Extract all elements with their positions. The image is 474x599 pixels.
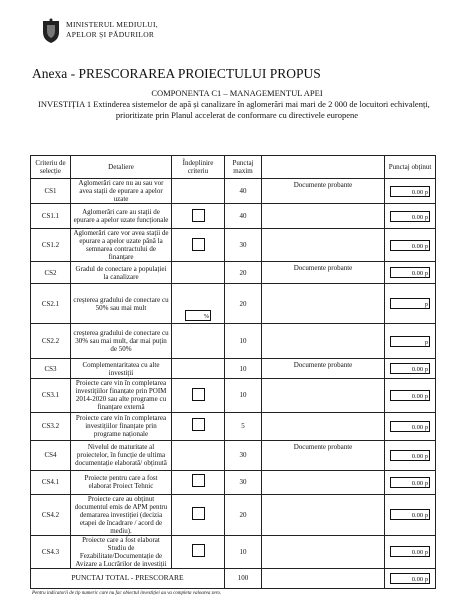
criterion-checkbox[interactable] — [192, 418, 205, 431]
criterion-code: CS4.1 — [31, 470, 71, 494]
table-row — [31, 535, 436, 568]
criterion-code: CS3.2 — [31, 412, 71, 440]
max-score: 30 — [225, 229, 262, 262]
table-row — [31, 262, 436, 284]
obtained-score-field[interactable]: 0.00 p — [390, 477, 430, 488]
criterion-checkbox[interactable] — [192, 474, 205, 487]
criterion-detail: Aglomerări care vor avea stații de epurare a apelor uzate până la semnarea contractului de finanțare — [71, 229, 172, 262]
supporting-documents — [262, 379, 385, 412]
obtained-score-field[interactable]: 0.00 p — [390, 509, 430, 520]
table-row — [31, 179, 436, 204]
max-score: 20 — [225, 494, 262, 535]
supporting-documents — [262, 284, 385, 324]
criterion-code: CS1.1 — [31, 204, 71, 229]
supporting-documents: Documente probante — [262, 440, 385, 470]
criterion-code: CS1 — [31, 179, 71, 204]
obtained-score-field[interactable]: 0.00 p — [390, 390, 430, 401]
table-row — [31, 229, 436, 262]
ministry-name-line2: APELOR ȘI PĂDURILOR — [66, 30, 155, 39]
max-score: 10 — [225, 324, 262, 359]
table-row — [31, 359, 436, 379]
obtained-score-field[interactable]: p — [390, 336, 430, 347]
header-punctaj-maxim: Punctaj maxim — [225, 156, 262, 179]
total-row — [31, 568, 436, 588]
criterion-checkbox[interactable] — [192, 388, 205, 401]
criterion-code: CS2.1 — [31, 284, 71, 324]
obtained-score-field[interactable]: 0.00 p — [390, 421, 430, 432]
criterion-checkbox[interactable] — [192, 238, 205, 251]
obtained-score-field[interactable]: 0.00 p — [390, 450, 430, 461]
header-indeplinire: Îndeplinire criteriu — [172, 156, 225, 179]
table-row — [31, 470, 436, 494]
supporting-documents — [262, 494, 385, 535]
component-title: COMPONENTA C1 – MANAGEMENTUL APEI — [151, 88, 323, 98]
criterion-code: CS4.2 — [31, 494, 71, 535]
header-detaliere: Detaliere — [71, 156, 172, 179]
criterion-detail: Proiecte pentru care a fost elaborat Proiect Tehnic — [71, 470, 172, 494]
table-row — [31, 284, 436, 324]
max-score: 20 — [225, 284, 262, 324]
criterion-detail: Proiecte care au obținut documentul emis de APM pentru demararea investiției (decizia etapei de încadrare / acord de mediu). — [71, 494, 172, 535]
page-title: Anexa - PRESCORAREA PROIECTULUI PROPUS — [32, 66, 321, 81]
header-punctaj-obtinut: Punctaj obținut — [385, 156, 436, 179]
criterion-checkbox[interactable] — [192, 209, 205, 222]
criterion-detail: Proiecte care a fost elaborat Studiu de Fezabilitate/Documentație de Avizare a Lucrărilor de investiții — [71, 535, 172, 568]
criterion-checkbox[interactable] — [192, 544, 205, 557]
obtained-score-field[interactable]: 0.00 p — [390, 186, 430, 197]
table-row — [31, 379, 436, 412]
max-score: 20 — [225, 262, 262, 284]
max-score: 10 — [225, 359, 262, 379]
criterion-detail: creșterea gradului de conectare cu 50% sau mai mult — [71, 284, 172, 324]
prescoring-table — [30, 155, 436, 589]
criterion-detail: Complementaritatea cu alte investiții — [71, 359, 172, 379]
total-max: 100 — [225, 568, 262, 588]
total-score-field[interactable]: 0.00 p — [390, 573, 430, 584]
obtained-score-field[interactable]: 0.00 p — [390, 546, 430, 557]
table-row — [31, 324, 436, 359]
supporting-documents — [262, 229, 385, 262]
criterion-code: CS3 — [31, 359, 71, 379]
criterion-code: CS2 — [31, 262, 71, 284]
criterion-detail: Aglomerări care nu au sau vor avea stații de epurare a apelor uzate — [71, 179, 172, 204]
coat-of-arms-icon — [40, 18, 62, 44]
max-score: 10 — [225, 535, 262, 568]
supporting-documents: Documente probante — [262, 359, 385, 379]
investment-title-line2: prioritizate prin Planul accelerat de conformare cu directivele europene — [115, 110, 359, 120]
table-row — [31, 494, 436, 535]
table-row — [31, 440, 436, 470]
obtained-score-field[interactable]: p — [390, 298, 430, 309]
total-label: PUNCTAJ TOTAL - PRESCORARE — [31, 568, 225, 588]
supporting-documents: Documente probante — [262, 262, 385, 284]
investment-title-line1: INVESTIȚIA 1 Extinderea sistemelor de apă și canalizare în aglomerări mai mari de 2 000 de locuitori echivalenți, — [38, 99, 430, 109]
criterion-code: CS3.1 — [31, 379, 71, 412]
criterion-detail: Aglomerări care au stații de epurare a apelor uzate funcționale — [71, 204, 172, 229]
supporting-documents — [262, 535, 385, 568]
criterion-code: CS1.2 — [31, 229, 71, 262]
footnote: Pentru indicatorii de tip numeric care nu fac obiectul investiției au va completa valoarea zero. — [32, 591, 222, 596]
percent-input[interactable]: % — [185, 310, 211, 321]
criterion-checkbox[interactable] — [192, 507, 205, 520]
header-documente — [262, 156, 385, 179]
criterion-detail: creșterea gradului de conectare cu 30% sau mai mult, dar mai puțin de 50% — [71, 324, 172, 359]
criterion-detail: Proiecte care vin în completarea investițiilor finanțate prin programe naționale — [71, 412, 172, 440]
obtained-score-field[interactable]: 0.00 p — [390, 363, 430, 374]
supporting-documents — [262, 412, 385, 440]
header-criteriu: Criteriu de selecție — [31, 156, 71, 179]
max-score: 5 — [225, 412, 262, 440]
max-score: 40 — [225, 204, 262, 229]
obtained-score-field[interactable]: 0.00 p — [390, 240, 430, 251]
supporting-documents — [262, 470, 385, 494]
criterion-detail: Gradul de conectare a populației la canalizare — [71, 262, 172, 284]
ministry-name-line1: MINISTERUL MEDIULUI, — [66, 20, 158, 29]
criterion-detail: Proiecte care vin în completarea investițiilor finanțate prin POIM 2014-2020 sau alte programe cu finanțare externă — [71, 379, 172, 412]
table-header-row — [31, 156, 436, 179]
supporting-documents — [262, 324, 385, 359]
criterion-code: CS2.2 — [31, 324, 71, 359]
criterion-detail: Nivelul de maturitate al proiectelor, în funcție de ultima documentație elaborată/ obținută — [71, 440, 172, 470]
table-row — [31, 204, 436, 229]
criterion-code: CS4.3 — [31, 535, 71, 568]
criterion-code: CS4 — [31, 440, 71, 470]
max-score: 10 — [225, 379, 262, 412]
table-row — [31, 412, 436, 440]
obtained-score-field[interactable]: 0.00 p — [390, 211, 430, 222]
supporting-documents — [262, 204, 385, 229]
supporting-documents: Documente probante — [262, 179, 385, 204]
max-score: 40 — [225, 179, 262, 204]
max-score: 30 — [225, 470, 262, 494]
max-score: 30 — [225, 440, 262, 470]
obtained-score-field[interactable]: 0.00 p — [390, 267, 430, 278]
